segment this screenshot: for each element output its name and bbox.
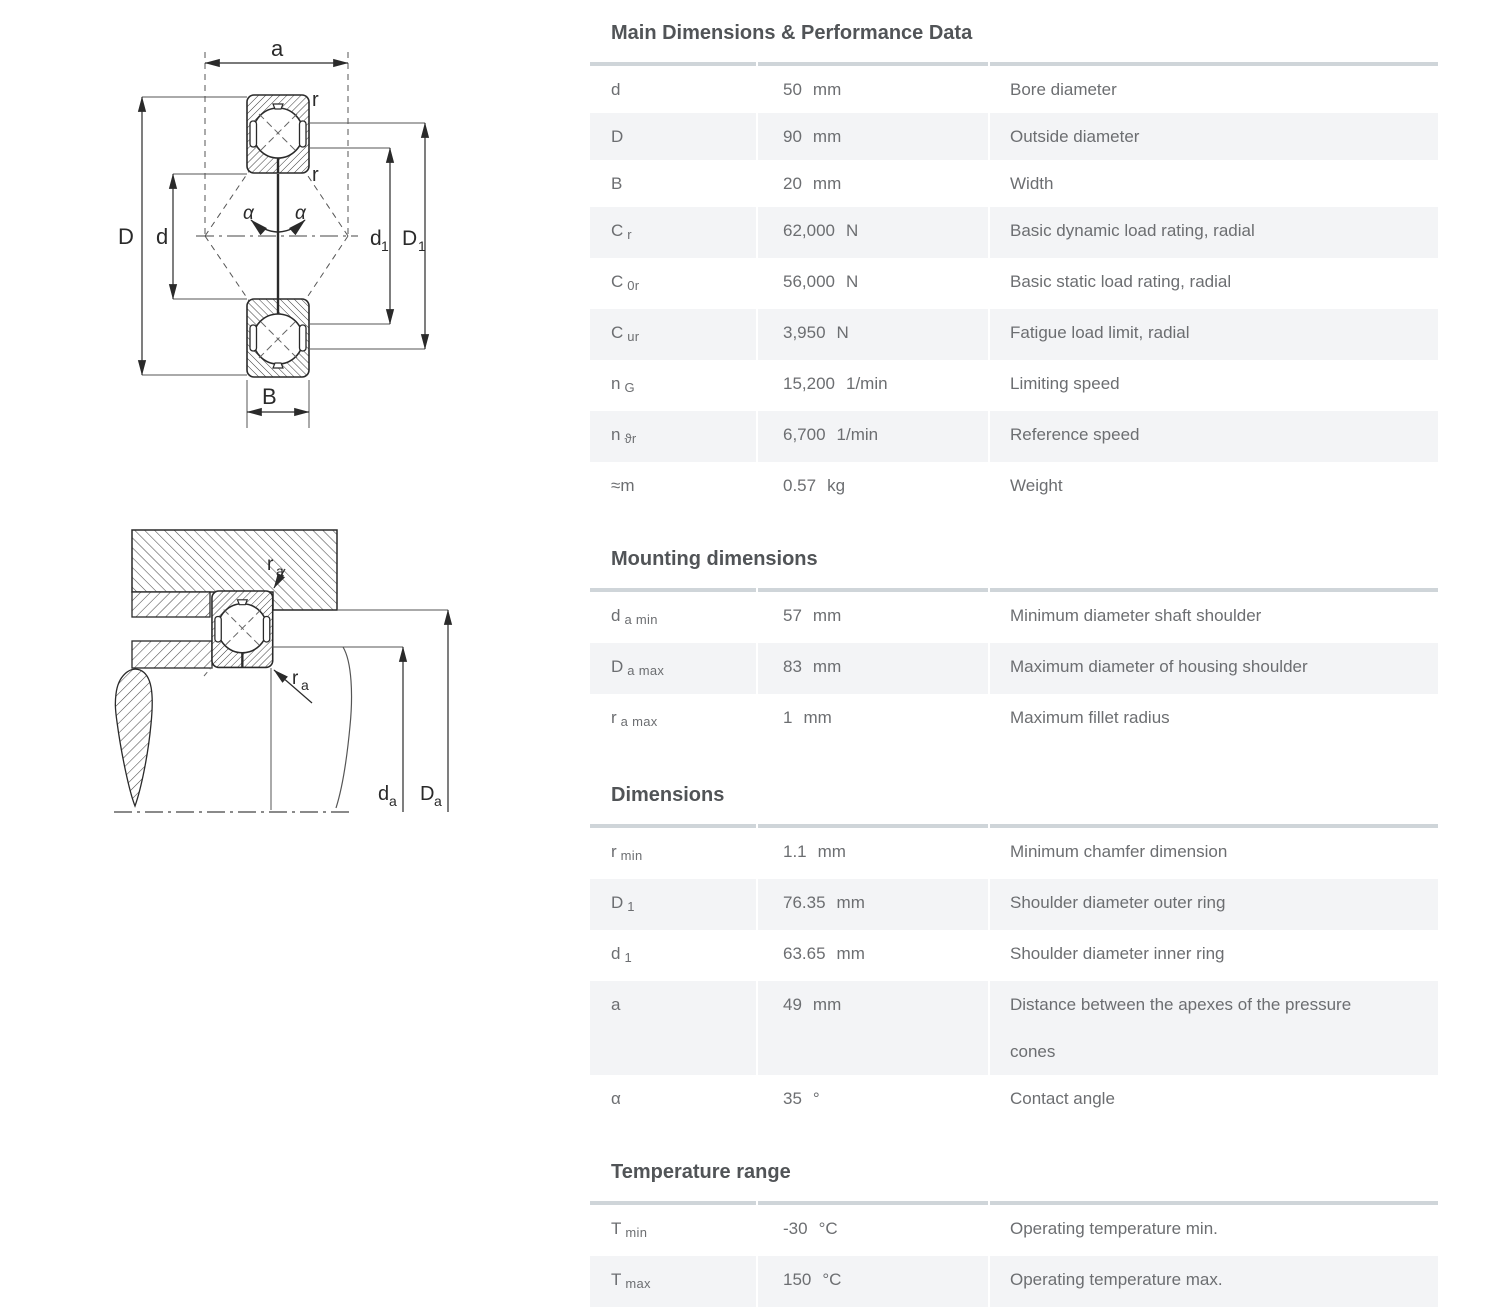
spec-section — [590, 21, 1438, 509]
da-sub: a — [389, 793, 397, 809]
value: 56,000 — [783, 272, 835, 291]
ra-top-label: r — [267, 554, 274, 575]
table-row — [590, 694, 1438, 745]
unit: mm — [812, 127, 842, 146]
unit: N — [836, 323, 849, 342]
symbol-subscript: ur — [627, 329, 640, 344]
dim-D-label: D — [118, 224, 134, 249]
unit: 1/min — [846, 374, 888, 393]
section-title: Main Dimensions & Performance Data — [611, 22, 973, 44]
value-cell — [758, 113, 988, 160]
value: 15,200 — [783, 374, 835, 393]
description-cell: Bore diameter — [990, 62, 1438, 113]
description-cell: Fatigue load limit, radial — [990, 309, 1438, 360]
value: 3,950 — [783, 323, 826, 342]
value: 150 — [783, 1270, 812, 1289]
description-cell: Operating temperature min. — [990, 1201, 1438, 1256]
value: 49 — [783, 995, 802, 1014]
description-cell: Maximum fillet radius — [990, 694, 1438, 745]
symbol-cell — [590, 930, 756, 981]
symbol-subscript: min — [625, 1225, 648, 1240]
dim-d-label: d — [156, 224, 169, 249]
da-label: d — [378, 783, 390, 805]
symbol-cell — [590, 309, 756, 360]
symbol-cell — [590, 981, 756, 1075]
value: -30 — [783, 1219, 808, 1238]
value-cell — [758, 643, 988, 694]
dim-B-label: B — [262, 384, 277, 409]
table-row — [590, 824, 1438, 879]
dim-r-mid-label: r — [312, 164, 319, 186]
spec-section — [590, 1160, 1438, 1307]
symbol: C — [611, 272, 624, 291]
symbol: T — [611, 1219, 622, 1238]
mounting-dimensions-diagram — [114, 530, 448, 812]
value: 62,000 — [783, 221, 835, 240]
table-row — [590, 930, 1438, 981]
symbol-subscript: 0r — [627, 278, 640, 293]
description-cell: Minimum diameter shaft shoulder — [990, 588, 1438, 643]
description-cell: Width — [990, 160, 1438, 207]
symbol-cell — [590, 694, 756, 745]
value-cell — [758, 694, 988, 745]
value-cell — [758, 824, 988, 879]
Da-sub: a — [434, 793, 442, 809]
symbol-cell — [590, 258, 756, 309]
spec-table — [590, 1201, 1438, 1307]
symbol: r — [611, 842, 617, 861]
description-cell: Distance between the apexes of the pressure cones — [990, 981, 1438, 1075]
value: 1 — [783, 708, 793, 727]
section-title: Dimensions — [611, 784, 725, 806]
symbol: D — [611, 657, 624, 676]
value-cell — [758, 1256, 988, 1307]
table-row — [590, 207, 1438, 258]
value: 57 — [783, 606, 802, 625]
description-cell: Shoulder diameter outer ring — [990, 879, 1438, 930]
dim-D1-label: D — [402, 227, 418, 250]
alpha-left-label: α — [243, 203, 254, 224]
alpha-right-label: α — [295, 203, 306, 224]
spec-section — [590, 547, 1438, 745]
unit: mm — [817, 842, 846, 861]
value-cell — [758, 879, 988, 930]
unit: N — [846, 272, 859, 291]
description-cell: Basic dynamic load rating, radial — [990, 207, 1438, 258]
dim-r-top-label: r — [312, 89, 319, 111]
unit: mm — [803, 708, 832, 727]
description-cell: Outside diameter — [990, 113, 1438, 160]
table-row — [590, 160, 1438, 207]
description-cell: Maximum diameter of housing shoulder — [990, 643, 1438, 694]
value: 50 — [783, 80, 802, 99]
value-cell — [758, 309, 988, 360]
unit: kg — [827, 476, 846, 495]
unit: mm — [836, 944, 865, 963]
unit: N — [846, 221, 859, 240]
value-cell — [758, 207, 988, 258]
table-row — [590, 1075, 1438, 1122]
value-cell — [758, 411, 988, 462]
value: 0.57 — [783, 476, 817, 495]
diagram-panel — [0, 0, 560, 940]
symbol: ≈m — [611, 476, 635, 495]
symbol-subscript: a max — [620, 714, 658, 729]
description-cell: Basic static load rating, radial — [990, 258, 1438, 309]
value-cell — [758, 360, 988, 411]
description-cell: Operating temperature max. — [990, 1256, 1438, 1307]
description-cell: Minimum chamfer dimension — [990, 824, 1438, 879]
dim-a-label: a — [271, 36, 284, 61]
symbol-subscript: G — [624, 380, 635, 395]
dim-d1-sub: 1 — [381, 238, 389, 254]
symbol-cell — [590, 1201, 756, 1256]
unit: mm — [812, 995, 842, 1014]
unit: mm — [812, 606, 842, 625]
unit: mm — [812, 174, 842, 193]
unit: ° — [812, 1089, 820, 1108]
description-cell: Reference speed — [990, 411, 1438, 462]
value-cell — [758, 160, 988, 207]
symbol: n — [611, 374, 621, 393]
value-cell — [758, 930, 988, 981]
Da-label: D — [420, 783, 435, 805]
symbol-cell — [590, 1256, 756, 1307]
symbol: D — [611, 893, 624, 912]
value-cell — [758, 1075, 988, 1122]
symbol: n — [611, 425, 621, 444]
unit: 1/min — [836, 425, 879, 444]
value: 20 — [783, 174, 802, 193]
symbol: d — [611, 606, 621, 625]
description-cell: Limiting speed — [990, 360, 1438, 411]
dim-d1-label: d — [370, 227, 382, 250]
value-cell — [758, 258, 988, 309]
symbol-cell — [590, 62, 756, 113]
unit: mm — [836, 893, 865, 912]
symbol: C — [611, 221, 624, 240]
symbol: B — [611, 174, 623, 193]
table-row — [590, 309, 1438, 360]
table-row — [590, 62, 1438, 113]
table-row — [590, 1256, 1438, 1307]
symbol-cell — [590, 113, 756, 160]
symbol-cell — [590, 879, 756, 930]
value-cell — [758, 588, 988, 643]
description-cell: Contact angle — [990, 1075, 1438, 1122]
symbol: d — [611, 80, 621, 99]
symbol-cell — [590, 1075, 756, 1122]
description-cell: Shoulder diameter inner ring — [990, 930, 1438, 981]
symbol-cell — [590, 360, 756, 411]
value-cell — [758, 981, 988, 1075]
symbol-cell — [590, 207, 756, 258]
symbol-subscript: min — [620, 848, 643, 863]
symbol-subscript: a min — [624, 612, 658, 627]
spec-section — [590, 783, 1438, 1122]
symbol-cell — [590, 588, 756, 643]
table-row — [590, 462, 1438, 509]
symbol: D — [611, 127, 624, 146]
symbol-cell — [590, 462, 756, 509]
table-row — [590, 1201, 1438, 1256]
symbol-cell — [590, 411, 756, 462]
unit: °C — [822, 1270, 842, 1289]
symbol-subscript: max — [625, 1276, 651, 1291]
value: 1.1 — [783, 842, 807, 861]
symbol-subscript: 1 — [627, 899, 635, 914]
section-title: Mounting dimensions — [611, 548, 818, 570]
table-row — [590, 588, 1438, 643]
symbol-subscript: r — [627, 227, 632, 242]
spec-sections — [590, 21, 1438, 1307]
symbol: r — [611, 708, 617, 727]
symbol: T — [611, 1270, 622, 1289]
value-cell — [758, 1201, 988, 1256]
main-dimensions-diagram — [118, 36, 426, 428]
table-row — [590, 981, 1438, 1075]
table-row — [590, 113, 1438, 160]
symbol: a — [611, 995, 621, 1014]
table-row — [590, 411, 1438, 462]
symbol-cell — [590, 643, 756, 694]
value: 90 — [783, 127, 802, 146]
ra-bottom-sub: a — [301, 677, 309, 693]
spec-table — [590, 588, 1438, 745]
unit: mm — [812, 657, 842, 676]
spec-table — [590, 62, 1438, 509]
ra-top-sub: a — [276, 563, 284, 579]
value: 6,700 — [783, 425, 826, 444]
value-cell — [758, 462, 988, 509]
dim-D1-sub: 1 — [418, 238, 426, 254]
symbol: α — [611, 1089, 621, 1108]
unit: mm — [812, 80, 842, 99]
table-row — [590, 643, 1438, 694]
ra-bottom-label: r — [292, 668, 299, 689]
symbol: d — [611, 944, 621, 963]
symbol-subscript: a max — [627, 663, 665, 678]
section-title: Temperature range — [611, 1161, 791, 1183]
symbol-subscript: 1 — [624, 950, 632, 965]
symbol-cell — [590, 160, 756, 207]
bearing-diagrams — [0, 0, 560, 940]
value: 63.65 — [783, 944, 826, 963]
unit: °C — [818, 1219, 838, 1238]
table-row — [590, 360, 1438, 411]
table-row — [590, 258, 1438, 309]
symbol-cell — [590, 824, 756, 879]
description-cell: Weight — [990, 462, 1438, 509]
spec-table — [590, 824, 1438, 1122]
value-cell — [758, 62, 988, 113]
symbol: C — [611, 323, 624, 342]
value: 83 — [783, 657, 802, 676]
table-row — [590, 879, 1438, 930]
symbol-subscript: ϑr — [624, 431, 637, 446]
value: 35 — [783, 1089, 802, 1108]
value: 76.35 — [783, 893, 826, 912]
